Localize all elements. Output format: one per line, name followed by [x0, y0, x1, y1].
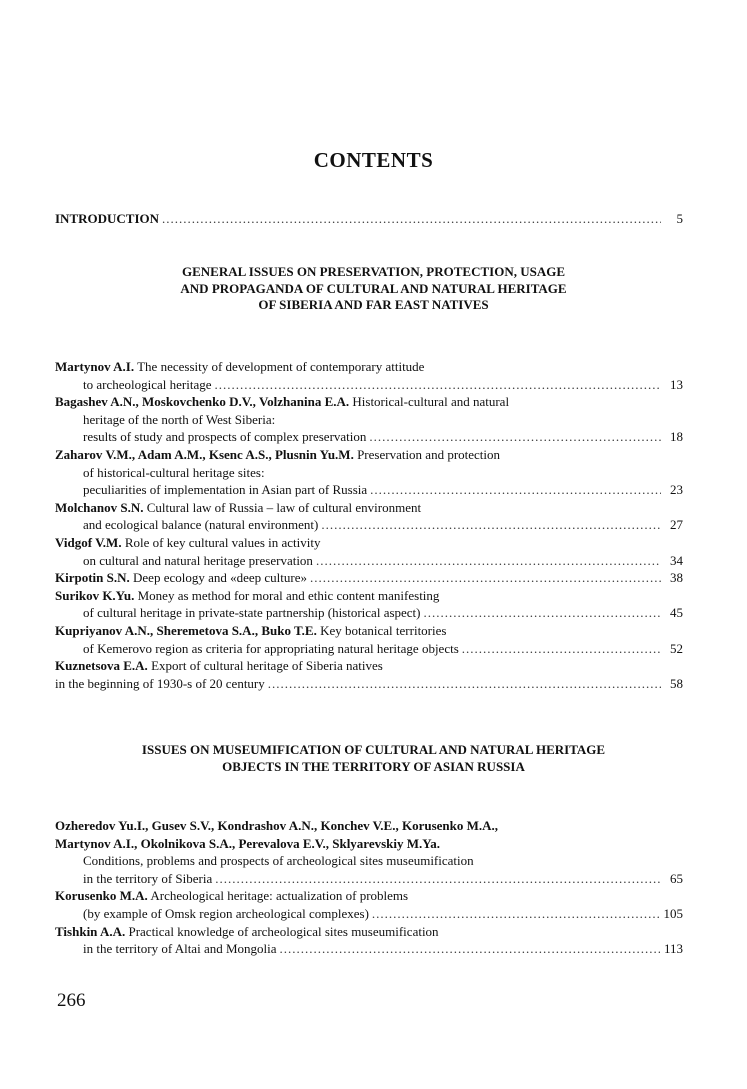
entry-author: Bagashev A.N., Moskovchenko D.V., Volzhanina E.A.: [55, 394, 350, 410]
section-1-entries: [55, 358, 683, 692]
entry-title-line: The necessity of development of contemporary attitude: [137, 359, 425, 374]
section-heading-2: [80, 742, 667, 775]
toc-row: [55, 376, 683, 394]
section-heading-1: [80, 264, 667, 314]
dot-leader: [215, 376, 662, 394]
toc-row: [55, 817, 683, 835]
toc-row: [55, 870, 683, 888]
entry-author: Kupriyanov A.N., Sheremetova S.A., Buko T.E.: [55, 622, 317, 638]
entry-title-line: Export of cultural heritage of Siberia natives: [151, 658, 383, 674]
entry-title-line: on cultural and natural heritage preservation: [83, 552, 313, 568]
entry-title-line: Conditions, problems and prospects of archeological sites museumification: [83, 853, 474, 869]
toc-row: [55, 569, 683, 587]
entry-title-line: of historical-cultural heritage sites:: [83, 464, 265, 480]
entry-title-line: in the territory of Siberia: [83, 870, 213, 886]
dot-leader: [268, 675, 661, 693]
dot-leader: [369, 428, 661, 446]
toc-row: [55, 211, 683, 229]
section-heading-line: OBJECTS IN THE TERRITORY OF ASIAN RUSSIA: [222, 758, 525, 774]
entry-author: Martynov A.I.: [55, 359, 135, 374]
folio-page-number: 266: [57, 990, 86, 1011]
dot-leader: [424, 604, 662, 622]
page-number: 52: [670, 640, 683, 656]
section-heading-line: GENERAL ISSUES ON PRESERVATION, PROTECTION, USAGE: [181, 264, 566, 279]
entry-author: Kuznetsova E.A.: [55, 658, 148, 674]
dot-leader: [162, 211, 661, 227]
entry-author: Zaharov V.M., Adam A.M., Ksenc A.S., Plusnin Yu.M.: [55, 446, 354, 462]
page-number: 45: [670, 605, 683, 621]
introduction-label: INTRODUCTION: [55, 211, 160, 226]
entry-title-line: and ecological balance (natural environment): [83, 517, 319, 533]
entry-title-line: peculiarities of implementation in Asian part of Russia: [83, 482, 368, 498]
entry-title-line: in the territory of Altai and Mongolia: [83, 941, 277, 957]
entry-title-line: Money as method for moral and ethic content manifesting: [137, 587, 440, 603]
entry-title-line: of cultural heritage in private-state partnership (historical aspect): [83, 605, 421, 621]
toc-row: [55, 640, 683, 658]
dot-leader: [316, 552, 661, 570]
page-number: 65: [670, 870, 683, 886]
toc-row: [55, 516, 683, 534]
entry-title-line: to archeological heritage: [83, 376, 212, 392]
section-heading-line: AND PROPAGANDA OF CULTURAL AND NATURAL HERITAGE: [180, 280, 567, 296]
page-number: 5: [676, 211, 683, 226]
toc-row: [55, 428, 683, 446]
toc-row: [55, 358, 683, 376]
entry-title-line: in the beginning of 1930-s of 20 century: [55, 675, 265, 691]
entry-title-line: Archeological heritage: actualization of problems: [150, 888, 409, 904]
toc-row: [55, 887, 683, 905]
toc-row: [55, 587, 683, 605]
page-number: 18: [670, 429, 683, 445]
entry-title-line: Practical knowledge of archeological sites museumification: [128, 923, 439, 939]
toc-row: [55, 923, 683, 941]
entry-author: Ozheredov Yu.I., Gusev S.V., Kondrashov A.N., Konchev V.E., Korusenko M.A.,: [55, 818, 499, 833]
toc-row: [55, 552, 683, 570]
toc-row: [55, 835, 683, 853]
page-number: 34: [670, 552, 683, 568]
page-title: CONTENTS: [313, 148, 434, 172]
section-heading-line: ISSUES ON MUSEUMIFICATION OF CULTURAL AND NATURAL HERITAGE: [141, 742, 606, 757]
entry-title-line: heritage of the north of West Siberia:: [83, 411, 276, 427]
entry-title-line: Deep ecology and «deep culture»: [133, 570, 307, 586]
page-number: 105: [663, 905, 683, 921]
dot-leader: [321, 516, 661, 534]
toc-row: [55, 534, 683, 552]
dot-leader: [462, 640, 661, 658]
toc-row: [55, 464, 683, 482]
entry-author: Korusenko M.A.: [55, 888, 148, 904]
dot-leader: [372, 905, 660, 923]
section-heading-line: OF SIBERIA AND FAR EAST NATIVES: [258, 297, 489, 312]
dot-leader: [310, 569, 661, 587]
entry-title-line: (by example of Omsk region archeological complexes): [83, 905, 369, 921]
entry-author: Molchanov S.N.: [55, 499, 144, 515]
toc-row: [55, 940, 683, 958]
toc-row: [55, 657, 683, 675]
entry-title-line: Preservation and protection: [357, 446, 501, 462]
toc-row: [55, 622, 683, 640]
page-number: 27: [670, 517, 683, 533]
page-number: 113: [663, 941, 683, 957]
entry-title-line: of Kemerovo region as criteria for appropriating natural heritage objects: [83, 640, 459, 656]
toc-row: [55, 411, 683, 429]
page-number: 13: [670, 376, 683, 392]
page-number: 58: [670, 675, 683, 691]
introduction-entry: [55, 211, 683, 229]
toc-row: [55, 604, 683, 622]
entry-title-line: Key botanical territories: [320, 622, 447, 638]
entry-author: Martynov A.I., Okolnikova S.A., Perevalova E.V., Sklyarevskiy M.Ya.: [55, 835, 440, 851]
toc-row: [55, 675, 683, 693]
dot-leader: [370, 481, 661, 499]
entry-title-line: Cultural law of Russia – law of cultural environment: [146, 499, 422, 515]
toc-row: [55, 852, 683, 870]
entry-title-line: Historical-cultural and natural: [352, 394, 510, 410]
toc-row: [55, 481, 683, 499]
section-2-entries: [55, 817, 683, 958]
toc-row: [55, 446, 683, 464]
toc-row: [55, 393, 683, 411]
toc-row: [55, 499, 683, 517]
entry-author: Tishkin A.A.: [55, 923, 126, 939]
entry-author: Vidgof V.M.: [55, 534, 122, 550]
entry-author: Surikov K.Yu.: [55, 587, 135, 603]
page-number: 23: [670, 482, 683, 498]
entry-title-line: results of study and prospects of complex preservation: [83, 429, 367, 445]
entry-author: Kirpotin S.N.: [55, 570, 130, 586]
dot-leader: [215, 870, 661, 888]
toc-row: [55, 905, 683, 923]
dot-leader: [280, 940, 660, 958]
entry-title-line: Role of key cultural values in activity: [124, 534, 321, 550]
page-number: 38: [670, 570, 683, 586]
